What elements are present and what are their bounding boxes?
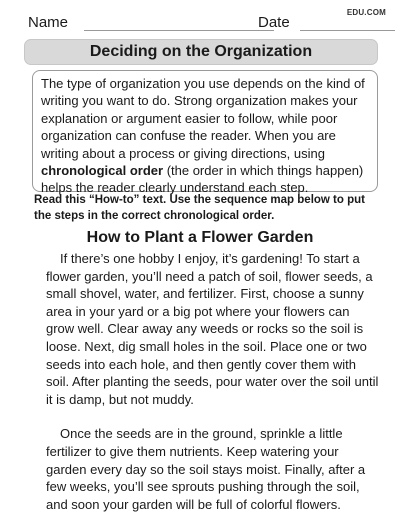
intro-bold-term: chronological order [41, 163, 164, 179]
story-paragraph-2: Once the seeds are in the ground, sprinkle a little fertilizer to give them nutrients. Keep watering your garden every day so the soil stays moist. Finally, after a few weeks, you’ll see sprouts pushing through the soil, and soon your garden will be full of colorful flowers. [46, 426, 366, 512]
name-write-line[interactable] [84, 30, 274, 31]
story-paragraph-1: If there’s one hobby I enjoy, it’s gardening! To start a flower garden, you’ll need a patch of soil, flower seeds, a small shovel, water, and fertilizer. First, choose a sunny area in your yard or a big pot where your flowers can grow well. Clear away any weeds or rocks so the soil is loose. Next, dig small holes in the soil. Place one or two seeds into each hole, and then gently cover them with soil. After planting the seeds, pour water over the soil until it is damp, but not muddy. [46, 251, 379, 407]
date-label: Date [258, 14, 290, 31]
intro-text-before: The type of organization you use depends on the kind of writing you want to do. Strong organization makes your explanation or argument easier to follow, while poor organization can confuse the reader. When you are writing about a process or giving directions, using [41, 76, 365, 161]
intro-box [32, 70, 378, 196]
story-title: How to Plant a Flower Garden [86, 229, 314, 246]
brand-logo: EDU.COM [346, 8, 386, 17]
header-row [28, 8, 386, 36]
instructions: Read this “How-to” text. Use the sequence map below to put the steps in the correct chronological order. [34, 194, 365, 222]
worksheet-title: Deciding on the Organization [24, 39, 378, 65]
date-write-line[interactable] [300, 30, 395, 31]
intro-text-after: (the order in which things happen) helps the reader clearly understand each step. [41, 163, 364, 196]
name-label: Name [28, 14, 69, 31]
story-body [46, 250, 380, 513]
